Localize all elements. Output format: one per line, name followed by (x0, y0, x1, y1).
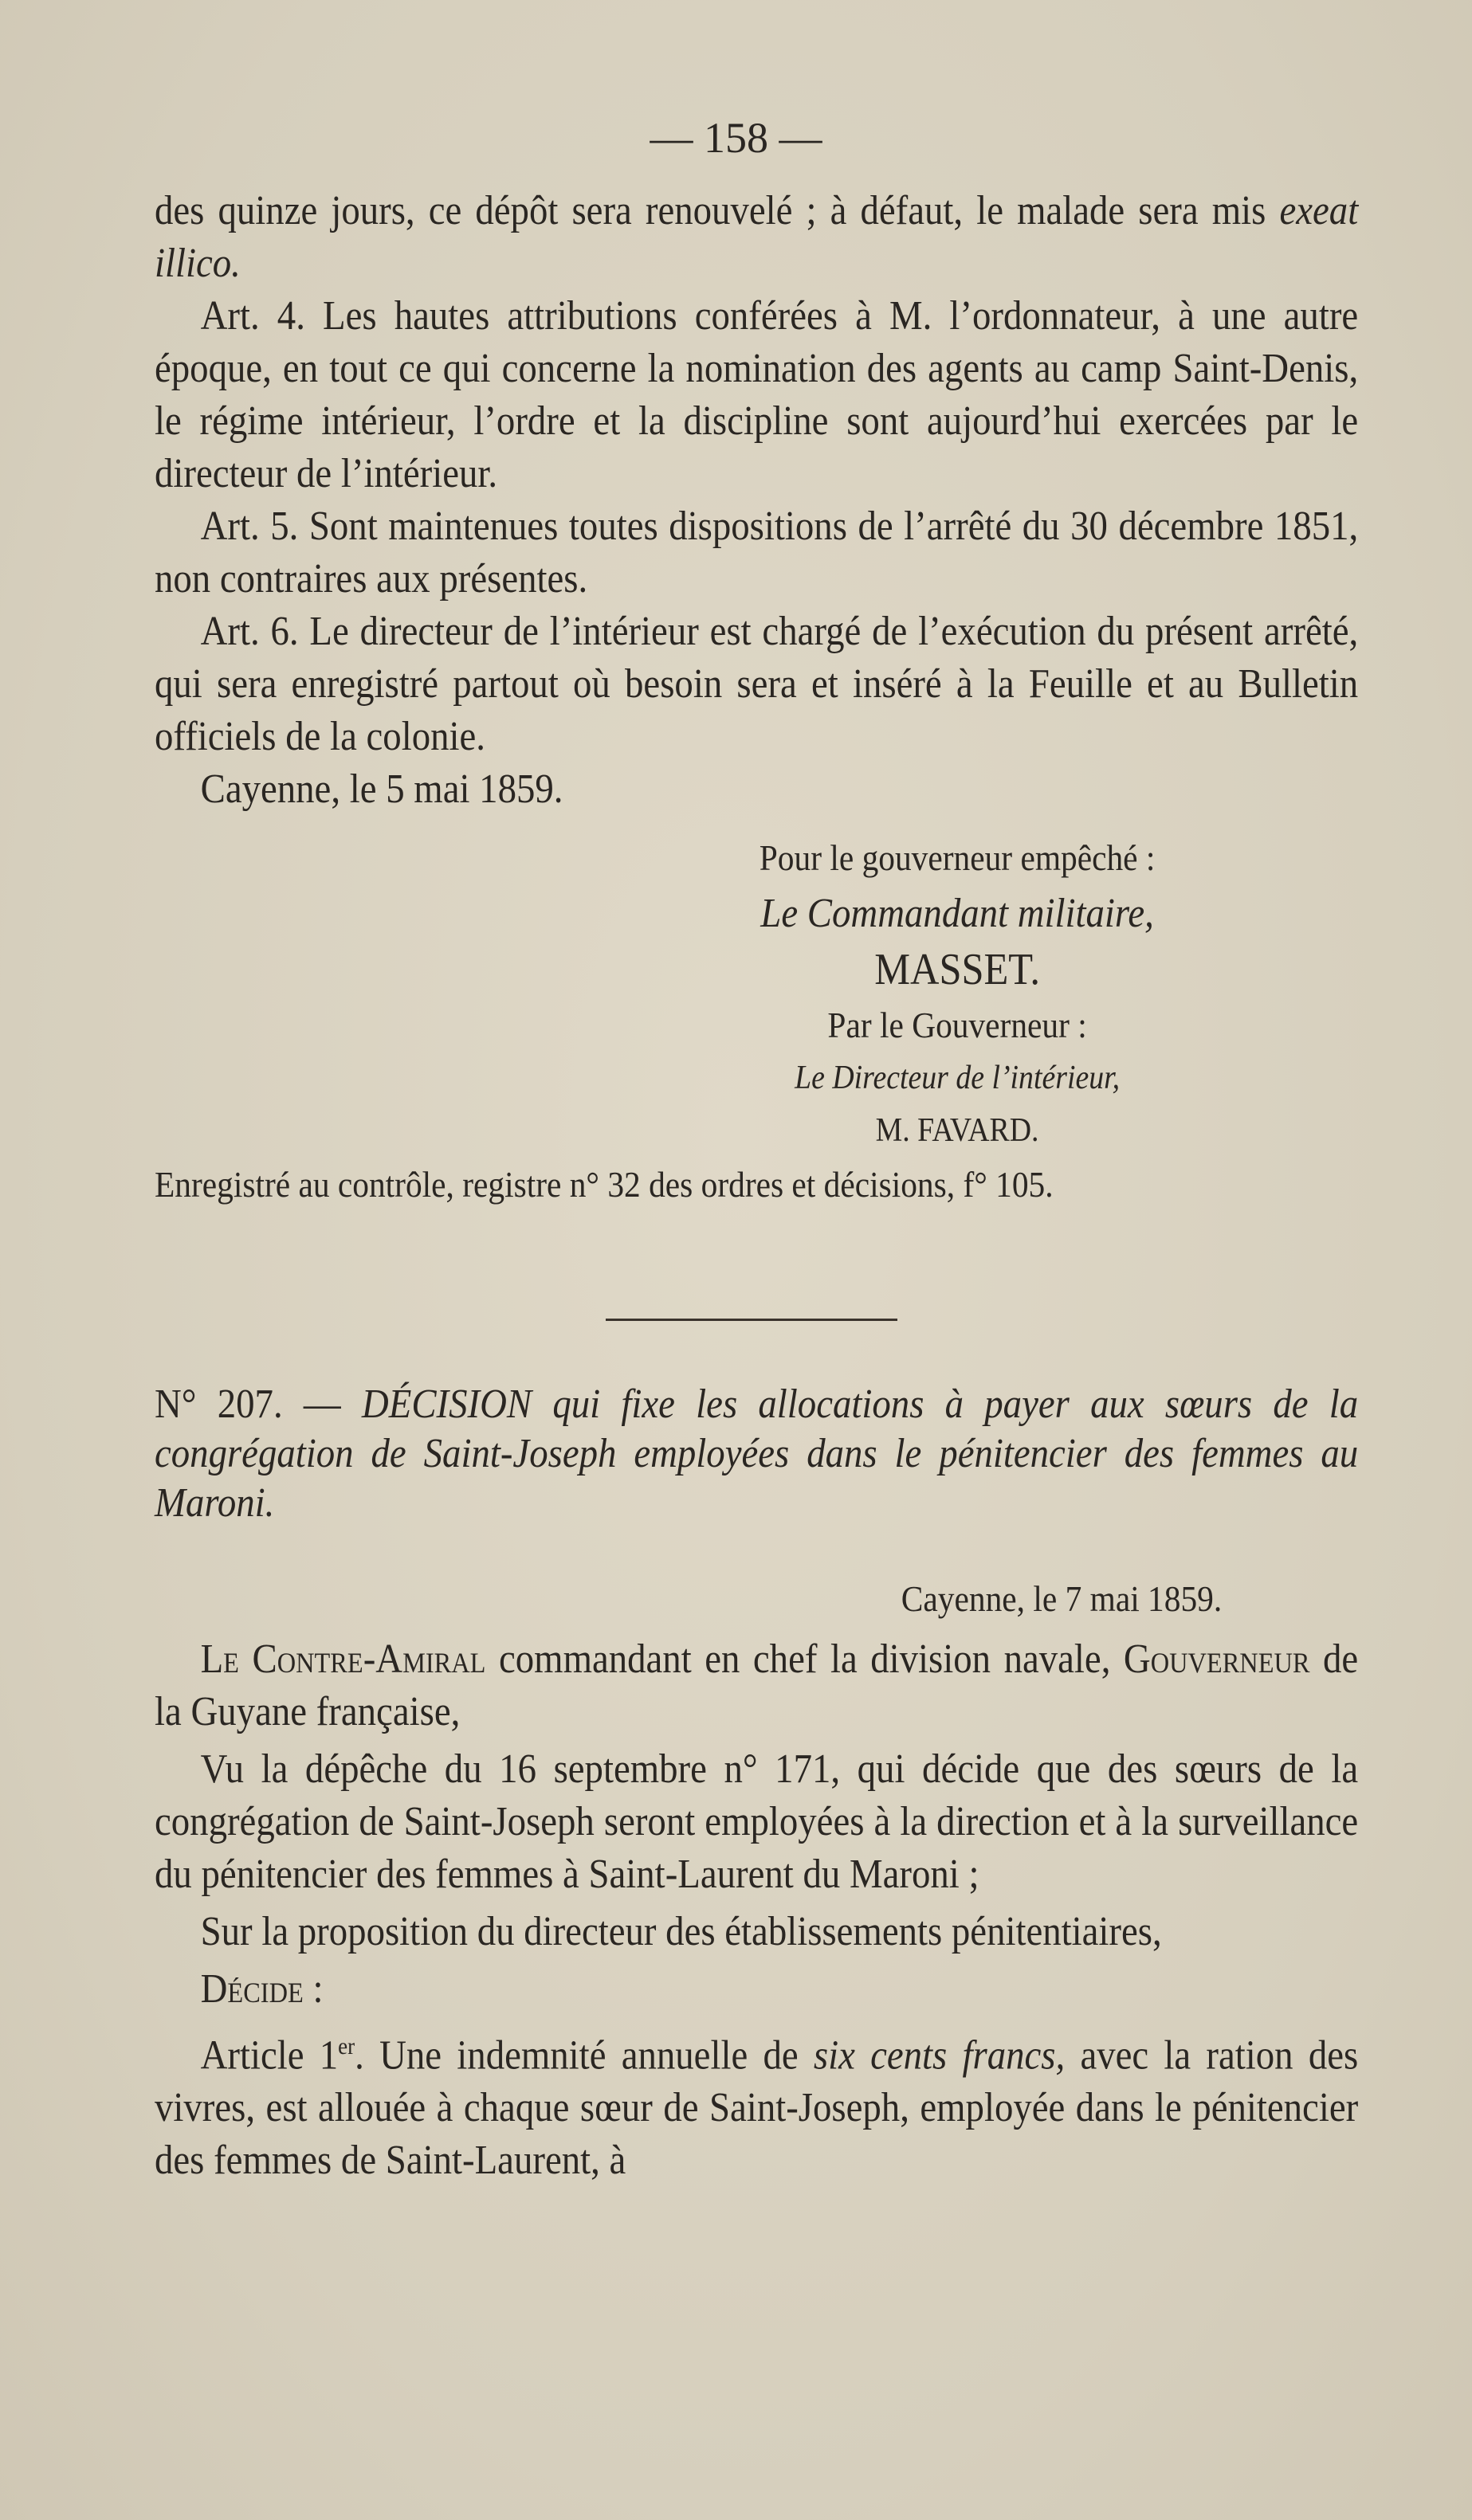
italic-text: six cents francs, (813, 2032, 1066, 2079)
date-line: Cayenne, le 5 mai 1859. (200, 766, 563, 812)
signature-line-1: Pour le gouverneur empêché : (759, 837, 1156, 878)
registration-line: Enregistré au contrôle, registre n° 32 des ordres et décisions, f° 105. (155, 1164, 1054, 1205)
paragraph-continuation (155, 185, 1358, 290)
article-6: Art. 6. Le directeur de l’intérieur est chargé de l’exécution du présent arrêté, qui sera enregistré partout où besoin sera et inséré à la Feuille et au Bulletin officiels de la colonie. (155, 609, 1359, 759)
signature-block (155, 832, 1358, 1157)
signature-line-5: Le Directeur de l’intérieur, (795, 1060, 1121, 1096)
text: . Une indemnité annuelle de (355, 2032, 814, 2079)
text: Article 1 (200, 2032, 339, 2079)
signature-line-2: Le Commandant militaire, (760, 891, 1154, 936)
decision-section (155, 1380, 1359, 2187)
preamble-title-2: Gouverneur (1123, 1636, 1310, 1682)
decision-title: DÉCISION qui fixe les allocations à payer aux sœurs de la congrégation de Saint-Joseph employées dans le pénitencier des femmes au Maroni. (155, 1381, 1359, 1526)
decision-heading (155, 1380, 1358, 1528)
text: commandant en chef la division navale, (485, 1636, 1124, 1682)
italic-text: exeat illico. (155, 188, 1359, 286)
vu-paragraph: Vu la dépêche du 16 septembre n° 171, qui décide que des sœurs de la congrégation de Saint-Joseph seront employées à la direction et à la surveillance du pénitencier des femmes à Saint-Laurent du Maroni ; (155, 1746, 1359, 1897)
section-divider (606, 1319, 897, 1321)
decision-number: N° 207. — (155, 1381, 362, 1427)
sur-paragraph: Sur la proposition du directeur des établissements pénitentiaires, (200, 1909, 1162, 1954)
preamble-title-1: Le Contre-Amiral (200, 1636, 486, 1682)
text: de la Guyane française, (155, 1636, 1359, 1734)
article-1 (155, 2020, 1358, 2187)
preamble (155, 1633, 1358, 1738)
signature-line-4: Par le Gouverneur : (827, 1005, 1087, 1045)
text: des quinze jours, ce dépôt sera renouvelé ; à défaut, le malade sera mis (155, 188, 1280, 233)
top-section (155, 185, 1359, 1211)
page-number: — 158 — (650, 114, 822, 162)
article-4: Art. 4. Les hautes attributions conférées à M. l’ordonnateur, à une autre époque, en tout ce qui concerne la nomination des agents au camp Saint-Denis, le régime intérieur, l’ordre et la discipline sont aujourd’hui exercées par le directeur de l’intérieur. (155, 293, 1359, 496)
signature-line-3: MASSET. (874, 945, 1040, 994)
signature-line-6: M. FAVARD. (875, 1112, 1039, 1149)
decide-line: Décide : (200, 1966, 324, 2012)
decision-place-date: Cayenne, le 7 mai 1859. (901, 1578, 1223, 1619)
article-5: Art. 5. Sont maintenues toutes dispositions de l’arrêté du 30 décembre 1851, non contraires aux présentes. (155, 504, 1359, 602)
superscript: er (338, 2033, 355, 2060)
text: avec la ration des vivres, est allouée à chaque sœur de Saint-Joseph, employée dans le pénitencier des femmes de Saint-Laurent, à (155, 2032, 1359, 2184)
